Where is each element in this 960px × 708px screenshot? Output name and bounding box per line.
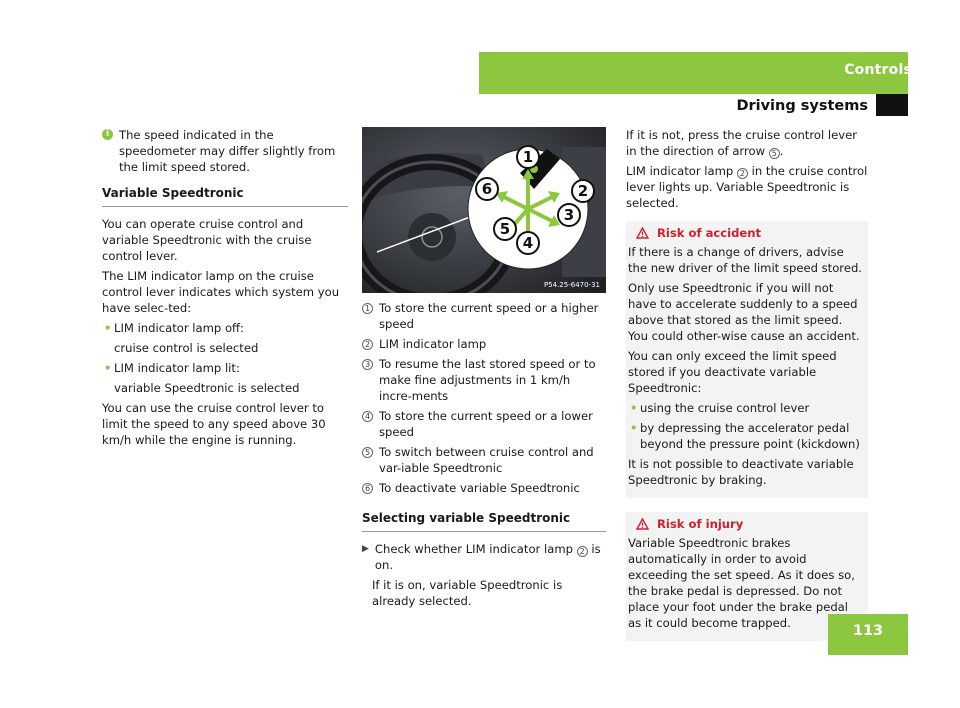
warning-title xyxy=(628,225,864,241)
paragraph: Variable Speedtronic brakes automatically in order to avoid exceeding the set speed. As it does so, the brake pedal is depressed. Do not place your foot under the brake pedal as it could become trapped. xyxy=(628,536,855,630)
column-right xyxy=(626,127,868,641)
legend-text: To store the current speed or a lower speed xyxy=(379,409,593,439)
paragraph: If there is a change of drivers, advise the new driver of the limit speed stored. xyxy=(628,245,862,275)
step-detail: If it is on, variable Speedtronic is already selected. xyxy=(372,578,563,608)
bullet-icon: • xyxy=(104,361,112,375)
legend-item xyxy=(362,408,606,440)
list-item: • by depressing the accelerator pedal beyond the pressure point (kickdown) xyxy=(630,421,860,451)
paragraph: You can use the cruise control lever to limit the speed to any speed above 30 km/h while the engine is running. xyxy=(102,401,326,447)
info-note xyxy=(102,127,348,175)
subsection-title: Driving systems xyxy=(736,98,868,114)
warning-title-text: Risk of injury xyxy=(657,517,744,531)
list-item xyxy=(102,320,348,356)
paragraph: It is not possible to deactivate variable Speedtronic by braking. xyxy=(628,457,854,487)
legend-number: 5 xyxy=(362,447,373,458)
legend-number: 2 xyxy=(362,339,373,350)
column-middle xyxy=(362,127,606,613)
warning-box-accident xyxy=(626,221,868,498)
list-item: • using the cruise control lever xyxy=(630,401,810,415)
figure-legend xyxy=(362,300,606,496)
legend-text: To deactivate variable Speedtronic xyxy=(379,481,580,495)
legend-number: 1 xyxy=(362,303,373,314)
bullet-icon: • xyxy=(630,401,638,415)
paragraph: LIM indicator lamp 2 in the cruise control lever lights up. Variable Speedtronic is selected. xyxy=(626,164,868,210)
warning-triangle-icon xyxy=(636,227,649,239)
paragraph: Only use Speedtronic if you will not have to accelerate suddenly to a speed above that stored as the limit speed. You could other-wise cause an accident. xyxy=(628,281,860,343)
legend-item xyxy=(362,480,606,496)
bullet-detail: variable Speedtronic is selected xyxy=(114,381,300,395)
legend-item xyxy=(362,300,606,332)
bullet-icon: • xyxy=(630,421,638,435)
legend-item xyxy=(362,356,606,404)
step-arrow-icon: ▶ xyxy=(362,544,369,554)
callout-3: 3 xyxy=(563,206,575,224)
list-item xyxy=(102,360,348,396)
bullet-label: LIM indicator lamp off: xyxy=(114,321,244,335)
callout-4: 4 xyxy=(522,234,534,252)
figure-code: P54.25-6470-31 xyxy=(543,281,600,289)
legend-number: 4 xyxy=(362,411,373,422)
cruise-control-lever-photo xyxy=(362,127,606,293)
inline-callout: 2 xyxy=(737,168,748,179)
bullet-icon: • xyxy=(104,321,112,335)
instruction-step xyxy=(362,541,606,573)
bullet-detail: cruise control is selected xyxy=(114,341,259,355)
bullet-label: LIM indicator lamp lit: xyxy=(114,361,240,375)
warning-title xyxy=(628,516,864,532)
warning-triangle-icon xyxy=(636,518,649,530)
info-note-text: The speed indicated in the speedometer may differ slightly from the limit speed stored. xyxy=(119,128,336,174)
warning-title-text: Risk of accident xyxy=(657,226,762,240)
step-text: Check whether LIM indicator lamp 2 is on. xyxy=(374,542,601,572)
callout-5: 5 xyxy=(499,220,511,238)
callout-1: 1 xyxy=(522,148,534,166)
heading-selecting-variable-speedtronic: Selecting variable Speedtronic xyxy=(362,510,606,532)
paragraph: If it is not, press the cruise control lever in the direction of arrow 5 . xyxy=(626,128,857,158)
section-tab-marker xyxy=(876,94,908,116)
legend-item xyxy=(362,336,606,352)
legend-number: 3 xyxy=(362,359,373,370)
callout-2: 2 xyxy=(577,182,589,200)
page-number: 113 xyxy=(852,623,884,639)
legend-text: To resume the last stored speed or to make fine adjustments in 1 km/h incre-ments xyxy=(379,357,596,403)
inline-callout: 5 xyxy=(769,148,780,159)
callout-6: 6 xyxy=(481,180,493,198)
column-left xyxy=(102,127,348,452)
legend-number: 6 xyxy=(362,483,373,494)
paragraph: The LIM indicator lamp on the cruise control lever indicates which system you have selec-ted: xyxy=(102,269,340,315)
info-icon: i xyxy=(102,129,113,140)
paragraph: You can operate cruise control and variable Speedtronic with the cruise control lever. xyxy=(102,217,312,263)
heading-variable-speedtronic: Variable Speedtronic xyxy=(102,185,348,207)
legend-text: LIM indicator lamp xyxy=(379,337,487,351)
section-title: Controls xyxy=(844,62,912,78)
inline-callout: 2 xyxy=(577,546,588,557)
legend-item xyxy=(362,444,606,476)
legend-text: To store the current speed or a higher speed xyxy=(379,301,599,331)
legend-text: To switch between cruise control and var-iable Speedtronic xyxy=(379,445,594,475)
paragraph: You can only exceed the limit speed stored if you deactivate variable Speedtronic: xyxy=(628,349,837,395)
steering-wheel-illustration xyxy=(362,127,606,293)
